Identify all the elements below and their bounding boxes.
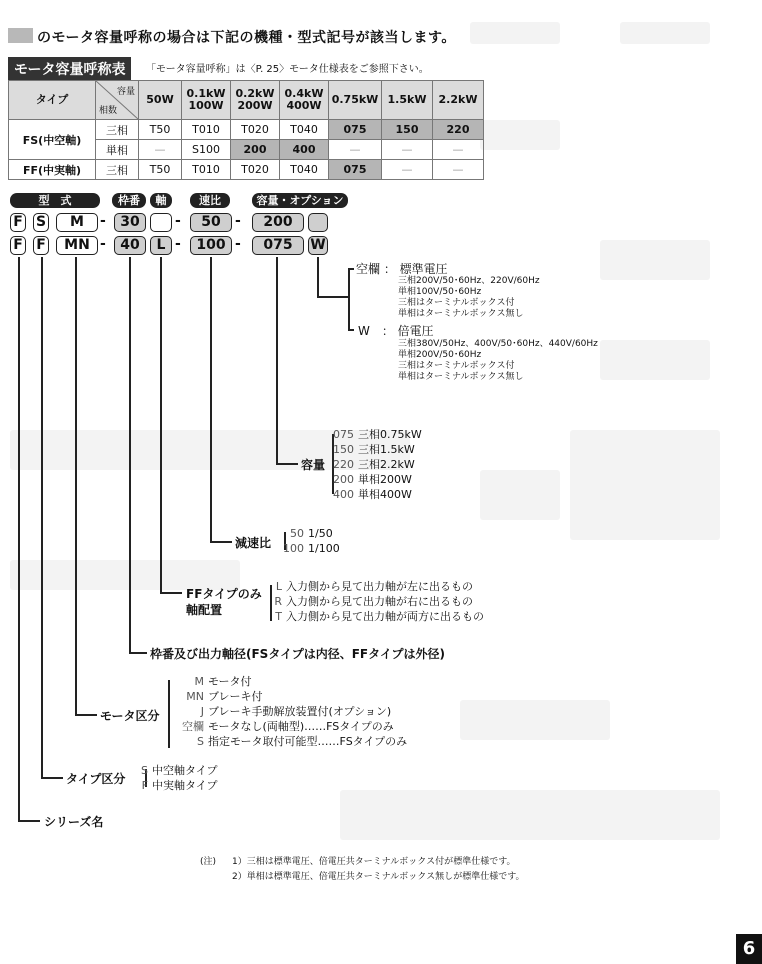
table-cell: 400	[280, 140, 329, 160]
connector-line	[348, 268, 350, 330]
header-cap-4: 0.75kW	[329, 81, 382, 120]
motor-list: M モータ付 MN ブレーキ付 J ブレーキ手動解放装置付(オプション) 空欄 モータなし(両軸型)……FSタイプのみ S 指定モータ取付可能型……FSタイプのみ	[182, 675, 408, 748]
option-blank-label: 空欄 ： 標準電圧	[356, 262, 448, 276]
table-cell: T020	[231, 160, 280, 180]
type-fs: FS(中空軸)	[9, 120, 96, 160]
type-list: S 中空軸タイプ F 中実軸タイプ	[141, 764, 218, 792]
table-title: モータ容量呼称表	[8, 57, 131, 81]
table-cell: T020	[231, 120, 280, 140]
header-shaft: 軸	[150, 193, 172, 208]
header-type: タイプ	[9, 81, 96, 120]
connector-line	[210, 541, 232, 543]
code-frame: 30	[114, 213, 146, 232]
page-number: 6	[736, 934, 762, 964]
table-cell: 200	[231, 140, 280, 160]
table-cell: 075	[329, 120, 382, 140]
option-blank-detail: 三相200V/50･60Hz、220V/60Hz 単相100V/50･60Hz 三相はターミナルボックス付 単相はターミナルボックス無し	[398, 276, 540, 319]
header-model: 型 式	[10, 193, 100, 208]
code-type: F	[33, 236, 49, 255]
code-frame: 40	[114, 236, 146, 255]
row-phase: 単相	[96, 140, 139, 160]
connector-line	[348, 329, 354, 331]
table-cell: T040	[280, 120, 329, 140]
table-cell: —	[433, 140, 484, 160]
series-label: シリーズ名	[44, 815, 104, 829]
header-cap-3: 0.4kW 400W	[280, 81, 329, 120]
connector-line	[348, 268, 354, 270]
connector-line	[317, 296, 348, 298]
shaft-label-2: 軸配置	[186, 603, 223, 617]
bleed-through-block	[470, 22, 560, 44]
code-type: S	[33, 213, 49, 232]
table-reference: 「モータ容量呼称」は〈P. 25〉モータ仕様表をご参照下さい。	[146, 64, 429, 75]
shaft-list: L 入力側から見て出力軸が左に出るもの R 入力側から見て出力軸が右に出るもの T 入力側から見て出力軸が両方に出るもの	[274, 580, 484, 623]
table-cell: T010	[182, 160, 231, 180]
bleed-through-block	[620, 22, 710, 44]
connector-line	[75, 714, 97, 716]
table-cell: T040	[280, 160, 329, 180]
dash: -	[100, 213, 106, 229]
table-cell: —	[433, 160, 484, 180]
connector-line	[41, 257, 43, 778]
code-shaft	[150, 213, 172, 232]
connector-line	[317, 257, 319, 296]
connector-line	[75, 257, 77, 715]
dash: -	[175, 236, 181, 252]
ratio-list: 50 1/50 100 1/100	[283, 527, 340, 555]
frame-label: 枠番及び出力軸径(FSタイプは内径、FFタイプは外径)	[150, 647, 446, 661]
connector-line	[18, 820, 40, 822]
row-phase: 三相	[96, 160, 139, 180]
connector-line	[129, 257, 131, 653]
dash: -	[235, 213, 241, 229]
bleed-through-block	[570, 430, 720, 540]
capacity-list: 075 三相0.75kW 150 三相1.5kW 220 三相2.2kW 200 単相200W 400 単相400W	[333, 428, 422, 501]
ratio-label: 減速比	[235, 536, 272, 550]
header-frame: 枠番	[112, 193, 146, 208]
option-w-label: W ： 倍電圧	[358, 324, 434, 338]
code-option: W	[308, 236, 328, 255]
code-series: F	[10, 236, 26, 255]
header-cap-1: 0.1kW 100W	[182, 81, 231, 120]
header-phase: 相数	[99, 106, 118, 116]
connector-line	[160, 592, 182, 594]
bleed-through-block	[480, 120, 560, 150]
bleed-through-block	[340, 790, 720, 840]
shaft-label-1: FFタイプのみ	[186, 587, 262, 601]
table-cell: —	[139, 140, 182, 160]
intro-text: のモータ容量呼称の場合は下記の機種・型式記号が該当します。	[37, 30, 456, 46]
table-cell: S100	[182, 140, 231, 160]
connector-line	[18, 257, 20, 821]
capacity-table	[8, 80, 484, 180]
table-cell: T010	[182, 120, 231, 140]
code-ratio: 50	[190, 213, 232, 232]
bleed-through-block	[600, 240, 710, 280]
code-option	[308, 213, 328, 232]
capacity-label: 容量	[301, 458, 326, 472]
row-phase: 三相	[96, 120, 139, 140]
header-corner	[96, 81, 139, 120]
table-cell: —	[382, 160, 433, 180]
header-capacity-option: 容量・オプション	[252, 193, 348, 208]
code-ratio: 100	[190, 236, 232, 255]
table-cell: —	[382, 140, 433, 160]
code-motor: M	[56, 213, 98, 232]
note-1: 1）三相は標準電圧、倍電圧共ターミナルボックス付が標準仕様です。	[232, 857, 516, 867]
connector-line	[129, 652, 147, 654]
dash: -	[235, 236, 241, 252]
note-prefix: (注)	[200, 857, 217, 867]
table-cell: —	[329, 140, 382, 160]
connector-line	[160, 257, 162, 593]
note-2: 2）単相は標準電圧、倍電圧共ターミナルボックス無しが標準仕様です。	[232, 872, 525, 882]
legend-swatch	[8, 28, 33, 43]
motor-label: モータ区分	[100, 709, 160, 723]
connector-line	[41, 777, 63, 779]
code-motor: MN	[56, 236, 98, 255]
table-cell: 150	[382, 120, 433, 140]
bleed-through-block	[460, 700, 610, 740]
table-cell: 075	[329, 160, 382, 180]
dash: -	[100, 236, 106, 252]
code-capacity: 200	[252, 213, 304, 232]
code-series: F	[10, 213, 26, 232]
header-cap-5: 1.5kW	[382, 81, 433, 120]
header-ratio: 速比	[190, 193, 230, 208]
connector-line	[276, 463, 298, 465]
type-label: タイプ区分	[66, 772, 126, 786]
table-cell: T50	[139, 160, 182, 180]
bleed-through-block	[480, 470, 560, 520]
bleed-through-block	[600, 340, 710, 380]
dash: -	[175, 213, 181, 229]
code-capacity: 075	[252, 236, 304, 255]
header-cap-2: 0.2kW 200W	[231, 81, 280, 120]
header-capacity: 容量	[116, 87, 135, 97]
header-cap-6: 2.2kW	[433, 81, 484, 120]
type-ff: FF(中実軸)	[9, 160, 96, 180]
table-cell: T50	[139, 120, 182, 140]
connector-line	[210, 257, 212, 542]
connector-line	[276, 257, 278, 464]
option-w-detail: 三相380V/50Hz、400V/50･60Hz、440V/60Hz 単相200V/50･60Hz 三相はターミナルボックス付 単相はターミナルボックス無し	[398, 339, 598, 382]
header-cap-0: 50W	[139, 81, 182, 120]
code-shaft: L	[150, 236, 172, 255]
table-cell: 220	[433, 120, 484, 140]
